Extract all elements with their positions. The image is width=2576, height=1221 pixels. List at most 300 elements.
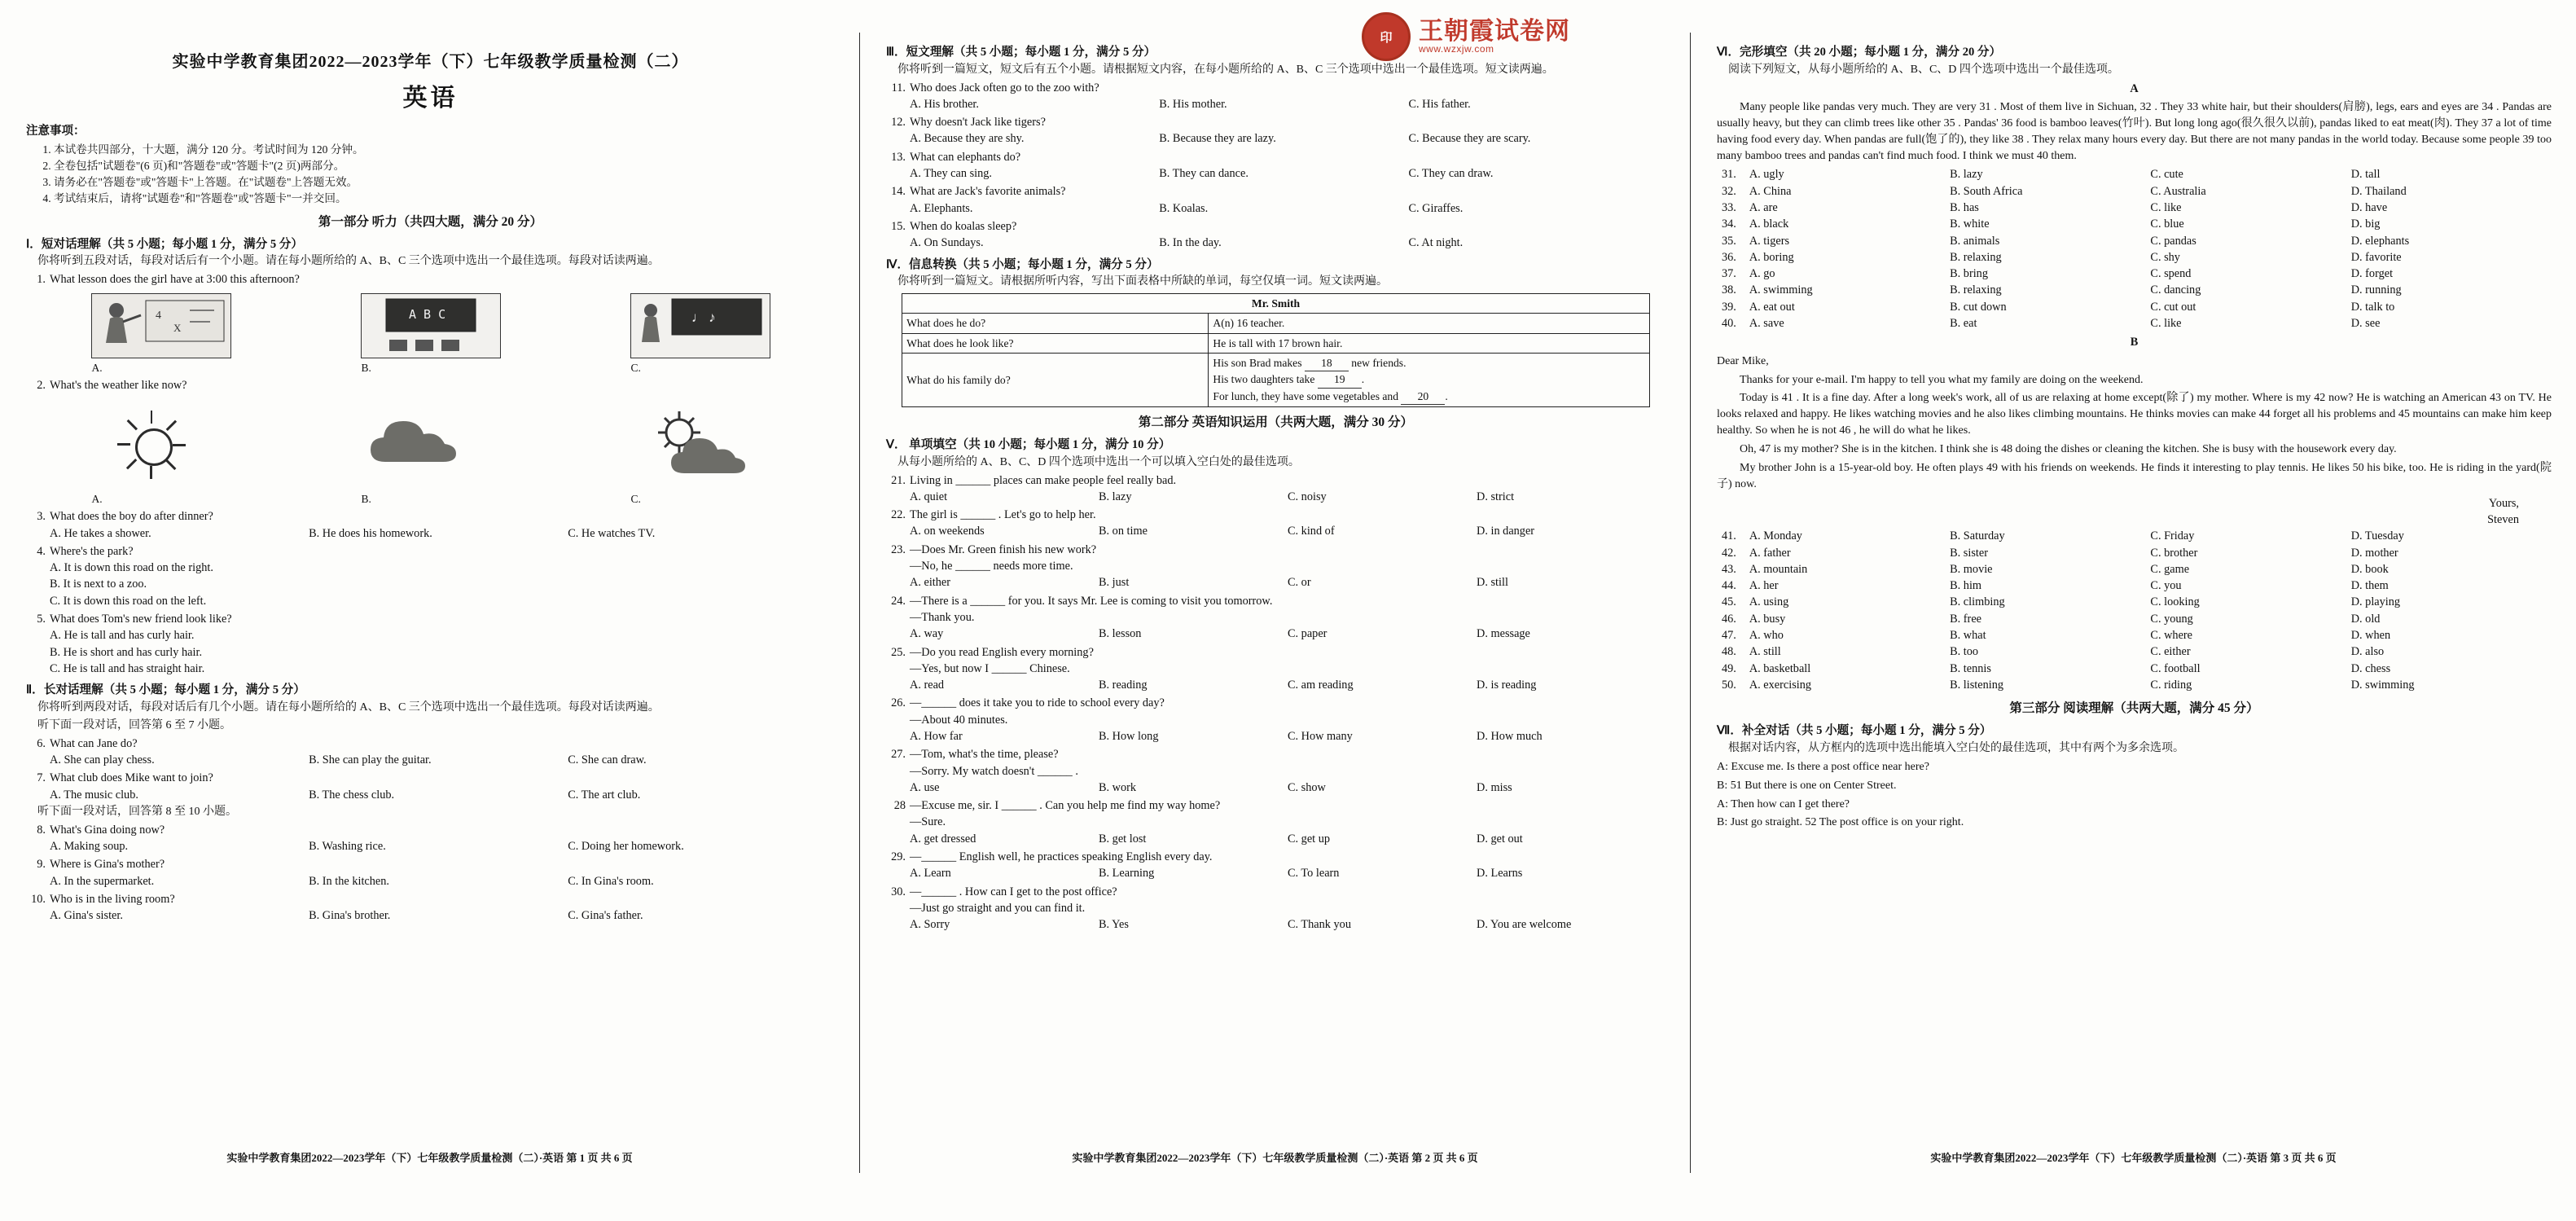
question-number: 46. <box>1722 612 1736 626</box>
option-a[interactable]: A. black <box>1749 217 1789 231</box>
watermark-url: www.wzxjw.com <box>1419 43 1494 55</box>
list-item: 3. 请务必在"答题卷"或"答题卡"上答题。在"试题卷"上答题无效。 <box>54 174 835 190</box>
option-d[interactable]: D. book <box>2350 562 2389 576</box>
option-a[interactable]: A. Gina's sister. <box>50 909 123 923</box>
question-number: 14. <box>891 185 906 199</box>
option-c[interactable]: C. football <box>2150 661 2201 675</box>
question-text: —There is a ______ for you. It says Mr. Lee is coming to visit you tomorrow. <box>910 594 1273 608</box>
option-a[interactable]: A. Because they are shy. <box>910 132 1025 146</box>
question-43-options <box>1722 561 2552 578</box>
question-38-options <box>1722 282 2552 298</box>
option-b[interactable]: B. animals <box>1950 234 2000 248</box>
option-c[interactable]: C. looking <box>2150 595 2200 609</box>
question-number: 11. <box>891 81 906 94</box>
section-2-note-1: 听下面一段对话，回答第 6 至 7 小题。 <box>37 718 231 731</box>
section-4-instructions: 你将听到一篇短文。请根据所听内容，写出下面表格中所缺的单词，每空仅填一词。短文读两遍。 <box>897 275 1388 288</box>
option-d[interactable]: D. them <box>2350 579 2389 593</box>
music-lesson-illustration <box>631 294 770 358</box>
question-39-options <box>1722 299 2552 315</box>
cloudy-weather-icon <box>367 413 465 477</box>
question-2-image-labels <box>26 491 835 507</box>
option-b[interactable]: B. tennis <box>1950 661 1991 675</box>
question-44-options <box>1722 578 2552 594</box>
option-b[interactable]: B. Because they are lazy. <box>1159 132 1276 146</box>
option-c[interactable]: C. game <box>2150 562 2190 576</box>
question-text: What club does Mike want to join? <box>50 771 213 785</box>
list-item: 2. 全卷包括"试题卷"(6 页)和"答题卷"或"答题卡"(2 页)两部分。 <box>54 158 835 173</box>
option-c[interactable]: C. It is down this road on the left. <box>50 594 207 608</box>
question-28 <box>886 797 1665 847</box>
option-b[interactable]: B. has <box>1950 200 1979 214</box>
question-23-text-2: —No, he ______ needs more time. <box>910 560 1073 573</box>
question-7 <box>26 770 835 786</box>
option-c[interactable]: C. At night. <box>1408 236 1464 250</box>
option-d[interactable]: D. forget <box>2350 267 2394 281</box>
option-label-c: C. <box>630 493 641 506</box>
option-b[interactable]: B. bring <box>1950 267 1988 281</box>
table-cell-answer[interactable]: He is tall with 17 brown hair. <box>1209 333 1649 353</box>
option-a[interactable]: A. busy <box>1749 612 1786 626</box>
option-b[interactable]: B. reading <box>1099 679 1148 692</box>
option-b[interactable]: B. He is short and has curly hair. <box>50 645 203 659</box>
option-a[interactable]: A. get dressed <box>910 832 976 845</box>
section-2-instructions: 你将听到两段对话，每段对话后有几个小题。请在每小题所给的 A、B、C 三个选项中选出一个最佳选项。每段对话读两遍。 <box>37 701 660 714</box>
option-c[interactable]: C. dancing <box>2150 283 2201 297</box>
option-c[interactable]: C. where <box>2150 629 2193 643</box>
option-a[interactable]: A. either <box>910 576 951 590</box>
option-a[interactable]: A. He takes a shower. <box>50 526 151 540</box>
question-15-options <box>910 235 1665 251</box>
question-number: 7. <box>37 771 46 785</box>
table-row <box>902 354 1650 407</box>
option-d[interactable]: D. have <box>2350 200 2388 214</box>
option-c[interactable]: C. like <box>2150 200 2182 214</box>
question-text: What can elephants do? <box>910 150 1021 164</box>
option-a[interactable]: A. Sorry <box>910 918 950 932</box>
option-b[interactable]: B. Gina's brother. <box>309 909 391 923</box>
question-number: 30. <box>891 885 906 898</box>
question-22-options <box>910 523 1665 539</box>
option-c[interactable]: C. cut out <box>2150 300 2196 314</box>
option-d[interactable]: D. in danger <box>1477 525 1535 538</box>
option-d[interactable]: D. You are welcome <box>1477 918 1572 932</box>
list-item: 1. 本试卷共四部分，十大题，满分 120 分。考试时间为 120 分钟。 <box>54 142 835 157</box>
option-c[interactable]: C. you <box>2150 579 2182 593</box>
option-a[interactable]: A. His brother. <box>910 97 979 111</box>
option-b[interactable]: B. climbing <box>1950 595 2005 609</box>
letter-signoff: Yours, <box>2488 496 2519 510</box>
option-d[interactable]: D. when <box>2350 629 2391 643</box>
section-2-note-2: 听下面一段对话，回答第 8 至 10 小题。 <box>37 805 237 818</box>
option-a[interactable]: A. Monday <box>1749 529 1802 543</box>
question-number: 33. <box>1722 200 1736 214</box>
option-b[interactable]: B. work <box>1099 780 1137 794</box>
option-a[interactable]: A. It is down this road on the right. <box>50 561 213 575</box>
option-a[interactable]: A. still <box>1749 645 1781 659</box>
question-text: What does Tom's new friend look like? <box>50 613 232 626</box>
question-30-text-2: —Just go straight and you can find it. <box>910 901 1086 915</box>
question-text: What can Jane do? <box>50 736 138 750</box>
option-a[interactable]: A. are <box>1749 200 1778 214</box>
option-b[interactable]: B. what <box>1950 629 1986 643</box>
option-c[interactable]: C. He watches TV. <box>568 526 656 540</box>
option-c[interactable]: C. Australia <box>2150 184 2206 198</box>
option-a[interactable]: A. way <box>910 627 944 641</box>
section-6-heading: Ⅵ．完形填空（共 20 小题；每小题 1 分，满分 20 分） <box>1717 46 2002 59</box>
question-number: 35. <box>1722 234 1736 248</box>
option-b[interactable]: B. Koalas. <box>1159 201 1209 215</box>
question-8 <box>26 822 835 838</box>
table-cell-question: What do his family do? <box>902 354 1209 407</box>
section-4-heading: Ⅳ．信息转换（共 5 小题；每小题 1 分，满分 5 分） <box>886 257 1159 271</box>
option-b[interactable]: B. white <box>1950 217 1990 231</box>
table-row <box>902 333 1650 353</box>
option-b[interactable]: B. Yes <box>1099 918 1129 932</box>
subject-title: 英语 <box>402 85 459 112</box>
question-number: 27. <box>891 748 906 762</box>
option-a[interactable]: A. who <box>1749 629 1784 643</box>
question-2-images <box>26 400 835 490</box>
question-text: —Does Mr. Green finish his new work? <box>910 542 1097 556</box>
option-d[interactable]: D. Learns <box>1477 867 1523 881</box>
question-25-options <box>910 677 1665 693</box>
option-a[interactable]: A. father <box>1749 546 1791 560</box>
question-text: —Do you read English every morning? <box>910 645 1094 659</box>
question-number: 28 <box>893 799 906 813</box>
question-48-options <box>1722 643 2552 660</box>
option-b[interactable]: B. The chess club. <box>309 788 395 802</box>
option-b[interactable]: B. His mother. <box>1159 97 1227 111</box>
option-b[interactable]: B. South Africa <box>1950 184 2023 198</box>
option-c[interactable]: C. young <box>2150 612 2193 626</box>
question-25-text-2: —Yes, but now I ______ Chinese. <box>910 661 1070 675</box>
question-27-text-2: —Sorry. My watch doesn't ______ . <box>910 764 1078 778</box>
option-b[interactable]: B. eat <box>1950 317 1977 331</box>
question-45-options <box>1722 594 2552 610</box>
question-10-options <box>50 907 835 924</box>
option-c[interactable]: C. The art club. <box>568 788 641 802</box>
option-c[interactable]: C. noisy <box>1288 490 1327 503</box>
option-b[interactable]: B. on time <box>1099 525 1148 538</box>
question-36-options <box>1722 249 2552 266</box>
option-c[interactable]: C. brother <box>2150 546 2198 560</box>
option-a[interactable]: A. Learn <box>910 867 951 881</box>
option-c[interactable]: C. In Gina's room. <box>568 874 654 888</box>
question-number: 23. <box>891 542 906 556</box>
table-cell-answer[interactable]: A(n) 16 teacher. <box>1209 314 1649 333</box>
option-d[interactable]: D. big <box>2350 217 2381 231</box>
answer-line-19[interactable]: His two daughters take 19 . <box>1213 371 1644 388</box>
option-b[interactable]: B. How long <box>1099 729 1159 743</box>
page-column-1 <box>0 33 859 1173</box>
option-b[interactable]: B. lazy <box>1950 168 1983 182</box>
option-b[interactable]: B. In the kitchen. <box>309 874 389 888</box>
option-c[interactable]: C. How many <box>1288 729 1353 743</box>
option-a[interactable]: A. The music club. <box>50 788 138 802</box>
question-number: 43. <box>1722 562 1736 576</box>
option-d[interactable]: D. talk to <box>2350 300 2395 314</box>
option-a[interactable]: A. Elephants. <box>910 201 973 215</box>
option-c[interactable]: C. Gina's father. <box>568 909 643 923</box>
option-c[interactable]: C. paper <box>1288 627 1327 641</box>
question-47-options <box>1722 627 2552 643</box>
section-5-heading: Ⅴ． 单项填空（共 10 小题；每小题 1 分，满分 10 分） <box>886 437 1171 451</box>
option-a[interactable]: A. In the supermarket. <box>50 874 155 888</box>
option-a[interactable]: A. using <box>1749 595 1789 609</box>
option-c[interactable]: C. shy <box>2150 250 2180 264</box>
option-d[interactable]: D. strict <box>1477 490 1515 503</box>
question-number: 32. <box>1722 184 1736 198</box>
question-text: —______ English well, he practices speaking English every day. <box>910 850 1213 864</box>
option-a[interactable]: A. on weekends <box>910 525 985 538</box>
question-1-images <box>26 293 835 358</box>
option-a[interactable]: A. read <box>910 679 945 692</box>
option-b[interactable]: B. It is next to a zoo. <box>50 578 147 591</box>
option-c[interactable]: C. They can draw. <box>1408 167 1494 181</box>
section-5-instructions: 从每小题所给的 A、B、C、D 四个选项中选出一个可以填入空白处的最佳选项。 <box>897 455 1300 468</box>
option-b[interactable]: B. He does his homework. <box>309 526 432 540</box>
question-40-options <box>1722 315 2552 332</box>
option-d[interactable]: D. chess <box>2350 661 2391 675</box>
question-number: 2. <box>37 378 46 392</box>
question-21 <box>886 472 1665 506</box>
option-d[interactable]: D. elephants <box>2350 234 2410 248</box>
option-c[interactable]: C. or <box>1288 576 1311 590</box>
question-41-options <box>1722 528 2552 544</box>
option-b[interactable]: B. cut down <box>1950 300 2007 314</box>
option-b[interactable]: B. relaxing <box>1950 250 2002 264</box>
option-b[interactable]: B. him <box>1950 579 1982 593</box>
question-text: What's Gina doing now? <box>50 823 165 837</box>
question-6 <box>26 736 835 752</box>
option-a[interactable]: A. go <box>1749 267 1775 281</box>
english-lesson-illustration <box>362 294 500 358</box>
option-b[interactable]: B. listening <box>1950 678 2004 692</box>
information-table <box>902 293 1650 407</box>
option-b[interactable]: B. She can play the guitar. <box>309 753 432 766</box>
question-35-options <box>1722 233 2552 249</box>
option-a[interactable]: A. Making soup. <box>50 840 129 854</box>
passage-b-paragraph-2: Today is 41 . It is a fine day. After a long week's work, all of us are relaxing at home except(除了) my mother. Where is my 42 now? He is watching an American 43 on TV. He looks relaxed and happy. He likes watching movies and he also likes climbing mountains. He thinks movies can make 44 forget all his problems and 45 mountains can make him keep healthy. So when he is not 46 , he will do what he likes. <box>1717 392 2552 437</box>
option-a[interactable]: A. He is tall and has curly hair. <box>50 629 195 643</box>
option-label-c: C. <box>630 361 641 374</box>
question-number: 6. <box>37 736 46 750</box>
question-26-text-2: —About 40 minutes. <box>910 713 1008 727</box>
option-c[interactable]: C. Giraffes. <box>1408 201 1464 215</box>
option-a[interactable]: A. They can sing. <box>910 167 992 181</box>
answer-line-18[interactable]: His son Brad makes 18 new friends. <box>1213 355 1644 371</box>
option-label-b: B. <box>361 493 371 506</box>
list-item: 4. 考试结束后，请将"试题卷"和"答题卷"或"答题卡"一并交回。 <box>54 191 835 206</box>
question-1 <box>26 271 835 288</box>
notice-heading: 注意事项： <box>26 124 86 138</box>
option-c[interactable]: C. show <box>1288 780 1326 794</box>
option-c[interactable]: C. cute <box>2150 168 2183 182</box>
option-b[interactable]: B. movie <box>1950 562 1993 576</box>
table-cell-answer-multiline[interactable] <box>1209 354 1649 407</box>
option-b[interactable]: B. lazy <box>1099 490 1132 503</box>
option-d[interactable]: D. swimming <box>2350 678 2415 692</box>
section-3-instructions: 你将听到一篇短文，短文后有五个小题。请根据短文内容，在每小题所给的 A、B、C 三个选项中选出一个最佳选项。短文读两遍。 <box>897 63 1554 76</box>
option-a[interactable]: A. quiet <box>910 490 948 503</box>
option-b[interactable]: B. lesson <box>1099 627 1142 641</box>
question-number: 26. <box>891 696 906 710</box>
question-number: 22. <box>891 508 906 522</box>
option-a[interactable]: A. save <box>1749 317 1784 331</box>
option-b[interactable]: B. sister <box>1950 546 1988 560</box>
option-a[interactable]: A. eat out <box>1749 300 1795 314</box>
answer-line-20[interactable]: For lunch, they have some vegetables and 20 . <box>1213 389 1644 405</box>
question-number: 42. <box>1722 546 1736 560</box>
option-b[interactable]: B. Saturday <box>1950 529 2005 543</box>
option-a[interactable]: A. use <box>910 780 940 794</box>
option-a[interactable]: A. mountain <box>1749 562 1808 576</box>
option-d[interactable]: D. also <box>2350 645 2385 659</box>
option-c[interactable]: C. To learn <box>1288 867 1340 881</box>
option-b[interactable]: B. too <box>1950 645 1979 659</box>
question-12 <box>886 114 1665 130</box>
question-text: Who does Jack often go to the zoo with? <box>910 81 1099 94</box>
option-d[interactable]: D. running <box>2350 283 2402 297</box>
option-a[interactable]: A. ugly <box>1749 168 1784 182</box>
question-number: 37. <box>1722 267 1736 281</box>
option-c[interactable]: C. Because they are scary. <box>1408 132 1531 146</box>
option-a[interactable]: A. her <box>1749 579 1779 593</box>
question-28-text-2: —Sure. <box>910 815 946 829</box>
option-c[interactable]: C. spend <box>2150 267 2192 281</box>
question-13-options <box>910 165 1665 182</box>
passage-b-paragraph-4: My brother John is a 15-year-old boy. He often plays 49 with his friends on weekends. He finds it interesting to play tennis. He likes 50 his bike, too. He is riding in the yard(院子) now. <box>1717 461 2552 490</box>
table-row <box>902 314 1650 333</box>
math-lesson-illustration <box>92 294 230 358</box>
option-c[interactable]: C. She can draw. <box>568 753 647 766</box>
option-b[interactable]: B. relaxing <box>1950 283 2002 297</box>
option-b[interactable]: B. They can dance. <box>1159 167 1249 181</box>
option-a[interactable]: A. On Sundays. <box>910 236 984 250</box>
option-a[interactable]: A. boring <box>1749 250 1794 264</box>
option-d[interactable]: D. is reading <box>1477 679 1537 692</box>
page-columns <box>0 33 2576 1189</box>
option-c[interactable]: C. pandas <box>2150 234 2196 248</box>
question-text: —Excuse me, sir. I ______ . Can you help me find my way home? <box>910 799 1221 813</box>
option-b[interactable]: B. In the day. <box>1159 236 1222 250</box>
partly-cloudy-weather-icon <box>647 410 744 480</box>
option-c[interactable]: C. like <box>2150 317 2182 331</box>
option-c[interactable]: C. Friday <box>2150 529 2195 543</box>
question-10 <box>26 891 835 907</box>
option-d[interactable]: D. old <box>2350 612 2381 626</box>
option-d[interactable]: D. How much <box>1477 729 1543 743</box>
option-d[interactable]: D. favorite <box>2350 250 2402 264</box>
question-34-options <box>1722 216 2552 232</box>
option-b[interactable]: B. Learning <box>1099 867 1155 881</box>
question-31-options <box>1722 166 2552 182</box>
watermark-name: 王朝霞试卷网 <box>1419 17 1570 45</box>
option-d[interactable]: D. tall <box>2350 168 2381 182</box>
option-c[interactable]: C. Thank you <box>1288 918 1351 932</box>
option-c[interactable]: C. He is tall and has straight hair. <box>50 661 205 675</box>
question-number: 3. <box>37 510 46 524</box>
question-24-options <box>910 626 1665 642</box>
option-b[interactable]: B. Washing rice. <box>309 840 386 854</box>
option-d[interactable]: D. see <box>2350 317 2381 331</box>
option-c[interactable]: C. His father. <box>1408 97 1471 111</box>
option-d[interactable]: D. still <box>1477 576 1508 590</box>
option-c[interactable]: C. kind of <box>1288 525 1335 538</box>
option-a[interactable]: A. tigers <box>1749 234 1790 248</box>
question-24-text-2: —Thank you. <box>910 610 975 624</box>
option-b[interactable]: B. get lost <box>1099 832 1147 845</box>
option-c[interactable]: C. blue <box>2150 217 2184 231</box>
option-c[interactable]: C. Doing her homework. <box>568 840 684 854</box>
question-number: 10. <box>31 892 46 906</box>
option-d[interactable]: D. get out <box>1477 832 1523 845</box>
sunny-weather-icon <box>117 411 186 479</box>
question-number: 39. <box>1722 300 1736 314</box>
question-text: Who is in the living room? <box>50 892 175 906</box>
section-6-instructions: 阅读下列短文，从每小题所给的 A、B、C、D 四个选项中选出一个最佳选项。 <box>1728 63 2119 76</box>
question-42-options <box>1722 545 2552 561</box>
notice-list <box>26 142 835 207</box>
passage-a-text: Many people like pandas very much. They are very 31 . Most of them live in Sichuan, 32 . They 33 white hair, but their shoulders(肩膀), legs, ears and eyes are 34 . Pandas are usually heavy, but they can climb trees like other 35 . Pandas' 36 food is bamboo leaves(竹叶). But long long ago(很久很久以前), pandas liked to eat meat(肉). They 37 a lot of time having food every day. When pandas are full(饱了的), they like 38 . They relax many hours every day. But there are not many pandas in the world today. Because some people 39 too many bamboo trees and pandas can't find much food. I think we must 40 them. <box>1717 100 2552 162</box>
option-c[interactable]: C. am reading <box>1288 679 1354 692</box>
option-d[interactable]: D. Tuesday <box>2350 529 2404 543</box>
question-text: The girl is ______ . Let's go to help her. <box>910 508 1096 522</box>
page-column-2 <box>859 33 1690 1173</box>
option-a[interactable]: A. basketball <box>1749 661 1811 675</box>
question-number: 48. <box>1722 645 1736 659</box>
question-text: Where is Gina's mother? <box>50 858 165 872</box>
page-footer-3: 实验中学教育集团2022—2023学年（下）七年级教学质量检测（二）·英语 第 3 页 共 6 页 <box>1930 1152 2337 1164</box>
question-number: 47. <box>1722 629 1736 643</box>
option-a[interactable]: A. swimming <box>1749 283 1813 297</box>
page-footer-2: 实验中学教育集团2022—2023学年（下）七年级教学质量检测（二）·英语 第 2 页 共 6 页 <box>1072 1152 1478 1164</box>
option-d[interactable]: D. mother <box>2350 546 2398 560</box>
question-number: 36. <box>1722 250 1736 264</box>
option-a[interactable]: A. How far <box>910 729 963 743</box>
question-number: 8. <box>37 823 46 837</box>
section-2-heading: Ⅱ．长对话理解（共 5 小题；每小题 1 分，满分 5 分） <box>26 683 305 697</box>
svg-text:X: X <box>173 321 181 334</box>
question-14-options <box>910 200 1665 217</box>
question-8-options <box>50 838 835 854</box>
question-number: 34. <box>1722 217 1736 231</box>
question-number: 45. <box>1722 595 1736 609</box>
question-25 <box>886 644 1665 694</box>
option-b[interactable]: B. free <box>1950 612 1982 626</box>
question-text: What's the weather like now? <box>50 378 187 392</box>
question-5 <box>26 611 835 627</box>
question-3-options <box>50 525 835 542</box>
picture-music-board <box>630 293 770 358</box>
option-b[interactable]: B. just <box>1099 576 1130 590</box>
option-c[interactable]: C. either <box>2150 645 2191 659</box>
question-number: 1. <box>37 273 46 287</box>
question-50-options <box>1722 677 2552 693</box>
question-6-options <box>50 752 835 768</box>
option-d[interactable]: D. message <box>1477 627 1530 641</box>
option-c[interactable]: C. get up <box>1288 832 1331 845</box>
option-d[interactable]: D. miss <box>1477 780 1512 794</box>
option-a[interactable]: A. China <box>1749 184 1792 198</box>
option-d[interactable]: D. playing <box>2350 595 2401 609</box>
page-column-3 <box>1690 33 2576 1173</box>
page-footer-1: 实验中学教育集团2022—2023学年（下）七年级教学质量检测（二）·英语 第 1 页 共 6 页 <box>226 1152 633 1164</box>
option-d[interactable]: D. Thailand <box>2350 184 2407 198</box>
option-a[interactable]: A. She can play chess. <box>50 753 155 766</box>
option-a[interactable]: A. exercising <box>1749 678 1812 692</box>
option-c[interactable]: C. riding <box>2150 678 2192 692</box>
